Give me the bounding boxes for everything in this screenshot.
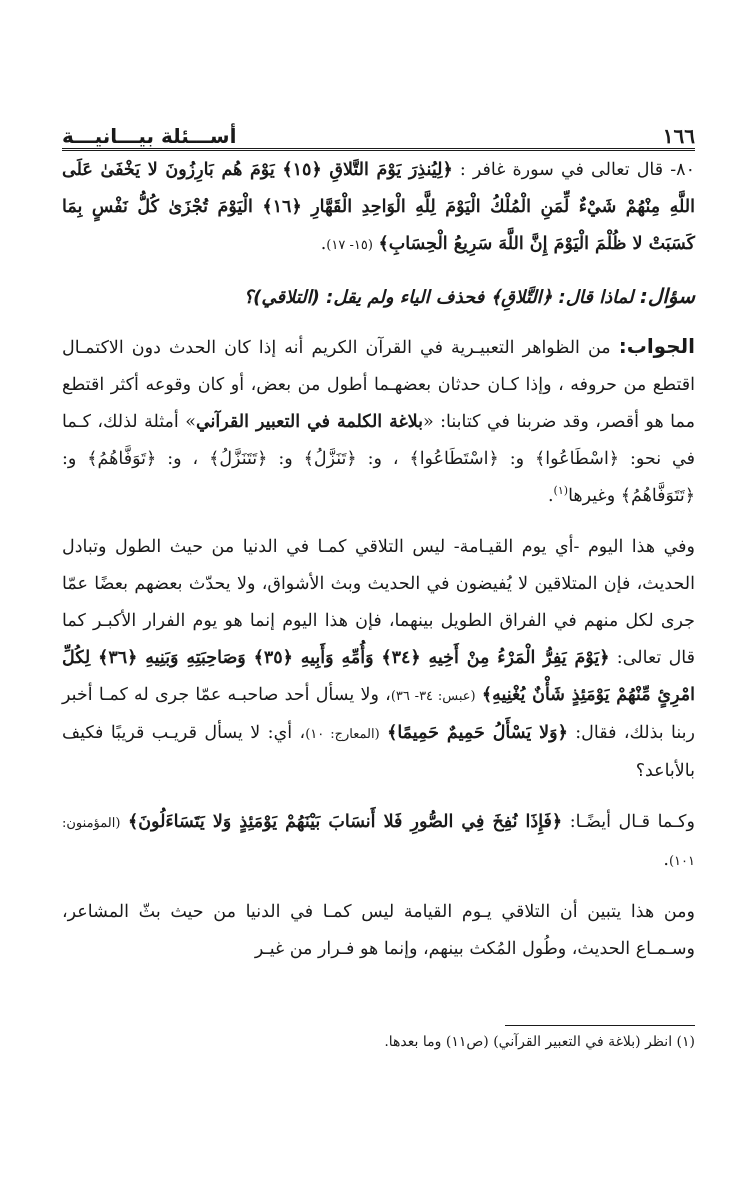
verse-reference-abasa: (عبس: ٣٤- ٣٦) bbox=[390, 689, 476, 704]
answer-end: . bbox=[547, 486, 554, 506]
quran-verse-maarij: ﴿وَلا يَسْأَلُ حَمِيمٌ حَمِيمًا﴾ bbox=[387, 723, 568, 743]
para3-end: . bbox=[663, 850, 669, 870]
verse-reference-muminun: (المؤمنون: ١٠١) bbox=[62, 816, 695, 869]
question-label: سؤال: bbox=[639, 284, 695, 308]
para80-intro: ٨٠- قال تعالى في سورة غافر : bbox=[459, 160, 695, 180]
question-text: لماذا قال: ﴿التَّلاقِ﴾ فحذف الياء ولم يقل: (التلاقي)؟ bbox=[243, 287, 634, 308]
answer-text-2: » أمثلة لذلك، كـما في نحو: ﴿اسْطَاعُوا﴾ و: ﴿اسْتَطَاعُوا﴾ ، و: ﴿تَنَزَّلُ﴾ و: ﴿تَتَنَزَّلُ﴾ ، و: ﴿تَوَفَّاهُمُ﴾ و: ﴿تَتَوَفَّاهُمُ﴾ وغيرها bbox=[62, 412, 695, 506]
quran-verse-muminun: ﴿فَإِذَا نُفِخَ فِي الصُّورِ فَلا أَنسَابَ بَيْنَهُمْ يَوْمَئِذٍ وَلا يَتَسَاءَلُونَ﴾ bbox=[127, 812, 563, 832]
header-rule bbox=[62, 148, 695, 151]
footnote-rule bbox=[505, 1025, 695, 1026]
footnote-text: (١) انظر (بلاغة في التعبير القرآني) (ص١١) وما بعدها. bbox=[384, 1034, 695, 1050]
paragraph-2 bbox=[62, 529, 695, 790]
verse-reference: (١٥- ١٧) bbox=[326, 238, 373, 253]
quran-verse-ghafir: ﴿لِيُنذِرَ يَوْمَ التَّلاقِ ﴿١٥﴾ يَوْمَ هُم بَارِزُونَ لا يَخْفَىٰ عَلَى اللَّهِ مِنْهُمْ شَيْءٌ لِّمَنِ الْمُلْكُ الْيَوْمَ لِلَّهِ الْوَاحِدِ الْقَهَّارِ ﴿١٦﴾ الْيَوْمَ تُجْزَىٰ كُلُّ نَفْسٍ بِمَا كَسَبَتْ لا ظُلْمَ الْيَوْمَ إِنَّ اللَّهَ سَرِيعُ الْحِسَابِ﴾ bbox=[62, 160, 695, 254]
running-title: أســـئلة بيـــانيـــة bbox=[62, 124, 237, 148]
quran-verse-abasa: ﴿يَوْمَ يَفِرُّ الْمَرْءُ مِنْ أَخِيهِ ﴿٣٤﴾ وَأُمِّهِ وَأَبِيهِ ﴿٣٥﴾ وَصَاحِبَتِهِ وَبَنِيهِ ﴿٣٦﴾ لِكُلِّ امْرِئٍ مِّنْهُمْ يَوْمَئِذٍ شَأْنٌ يُغْنِيهِ﴾ bbox=[62, 648, 696, 705]
verse-reference-maarij: (المعارج: ١٠) bbox=[305, 727, 380, 742]
answer-text-1: من الظواهر التعبيـرية في القرآن الكريم أنه إذا كان الحدث دون الاكتمـال اقتطع من حروفه ، وإذا كـان حدثان بعضهـما أطول من بعض، أو كان وقوعه أكثر اقتطع مما هو أقصر، وقد ضربنا في كتابنا: « bbox=[62, 338, 695, 432]
page-header bbox=[62, 116, 695, 148]
answer-label: الجواب: bbox=[618, 334, 695, 358]
para2-text-2: ، ولا يسأل أحد صاحبـه عمّا جرى له كمـا أخبر ربنا بذلك، فقال: bbox=[62, 685, 695, 743]
paragraph-3 bbox=[62, 804, 695, 880]
paragraph-4 bbox=[62, 894, 695, 968]
footnote-marker: (١) bbox=[553, 484, 569, 498]
para4-text: ومن هذا يتبين أن التلاقي يـوم القيامة ليس كمـا في الدنيا من حيث بثّ المشاعر، وسـمـاع الحديث، وطُول المُكث بينهم، وإنما هو فـرار من غيـر bbox=[62, 902, 695, 959]
book-title: بلاغة الكلمة في التعبير القرآني bbox=[195, 412, 423, 432]
paragraph-80 bbox=[62, 152, 695, 264]
page-number: ١٦٦ bbox=[662, 124, 695, 148]
page-body bbox=[62, 152, 695, 982]
answer-paragraph bbox=[62, 328, 695, 515]
para80-end: . bbox=[320, 234, 327, 254]
footnote bbox=[62, 1030, 695, 1054]
question bbox=[62, 278, 695, 316]
para3-text-1: وكـما قـال أيضًـا: bbox=[569, 812, 695, 832]
para2-text-1: وفي هذا اليوم -أي يوم القيـامة- ليس التلاقي كمـا في الدنيا من حيث الطول وتبادل الحديث، فإن المتلاقين لا يُفيضون في الحديث وبث الأشواق، ولا يحدّث بعضهم بعضًا عمّا جرى لكل منهم في الفراق الطويل بينهما، فإن هذا اليوم إنما هو يوم الفرار الأكبـر كما قال تعالى: bbox=[62, 537, 695, 668]
para2-text-3: ، أي: لا يسأل قريـب قريبًا فكيف بالأباعد؟ bbox=[62, 723, 695, 781]
